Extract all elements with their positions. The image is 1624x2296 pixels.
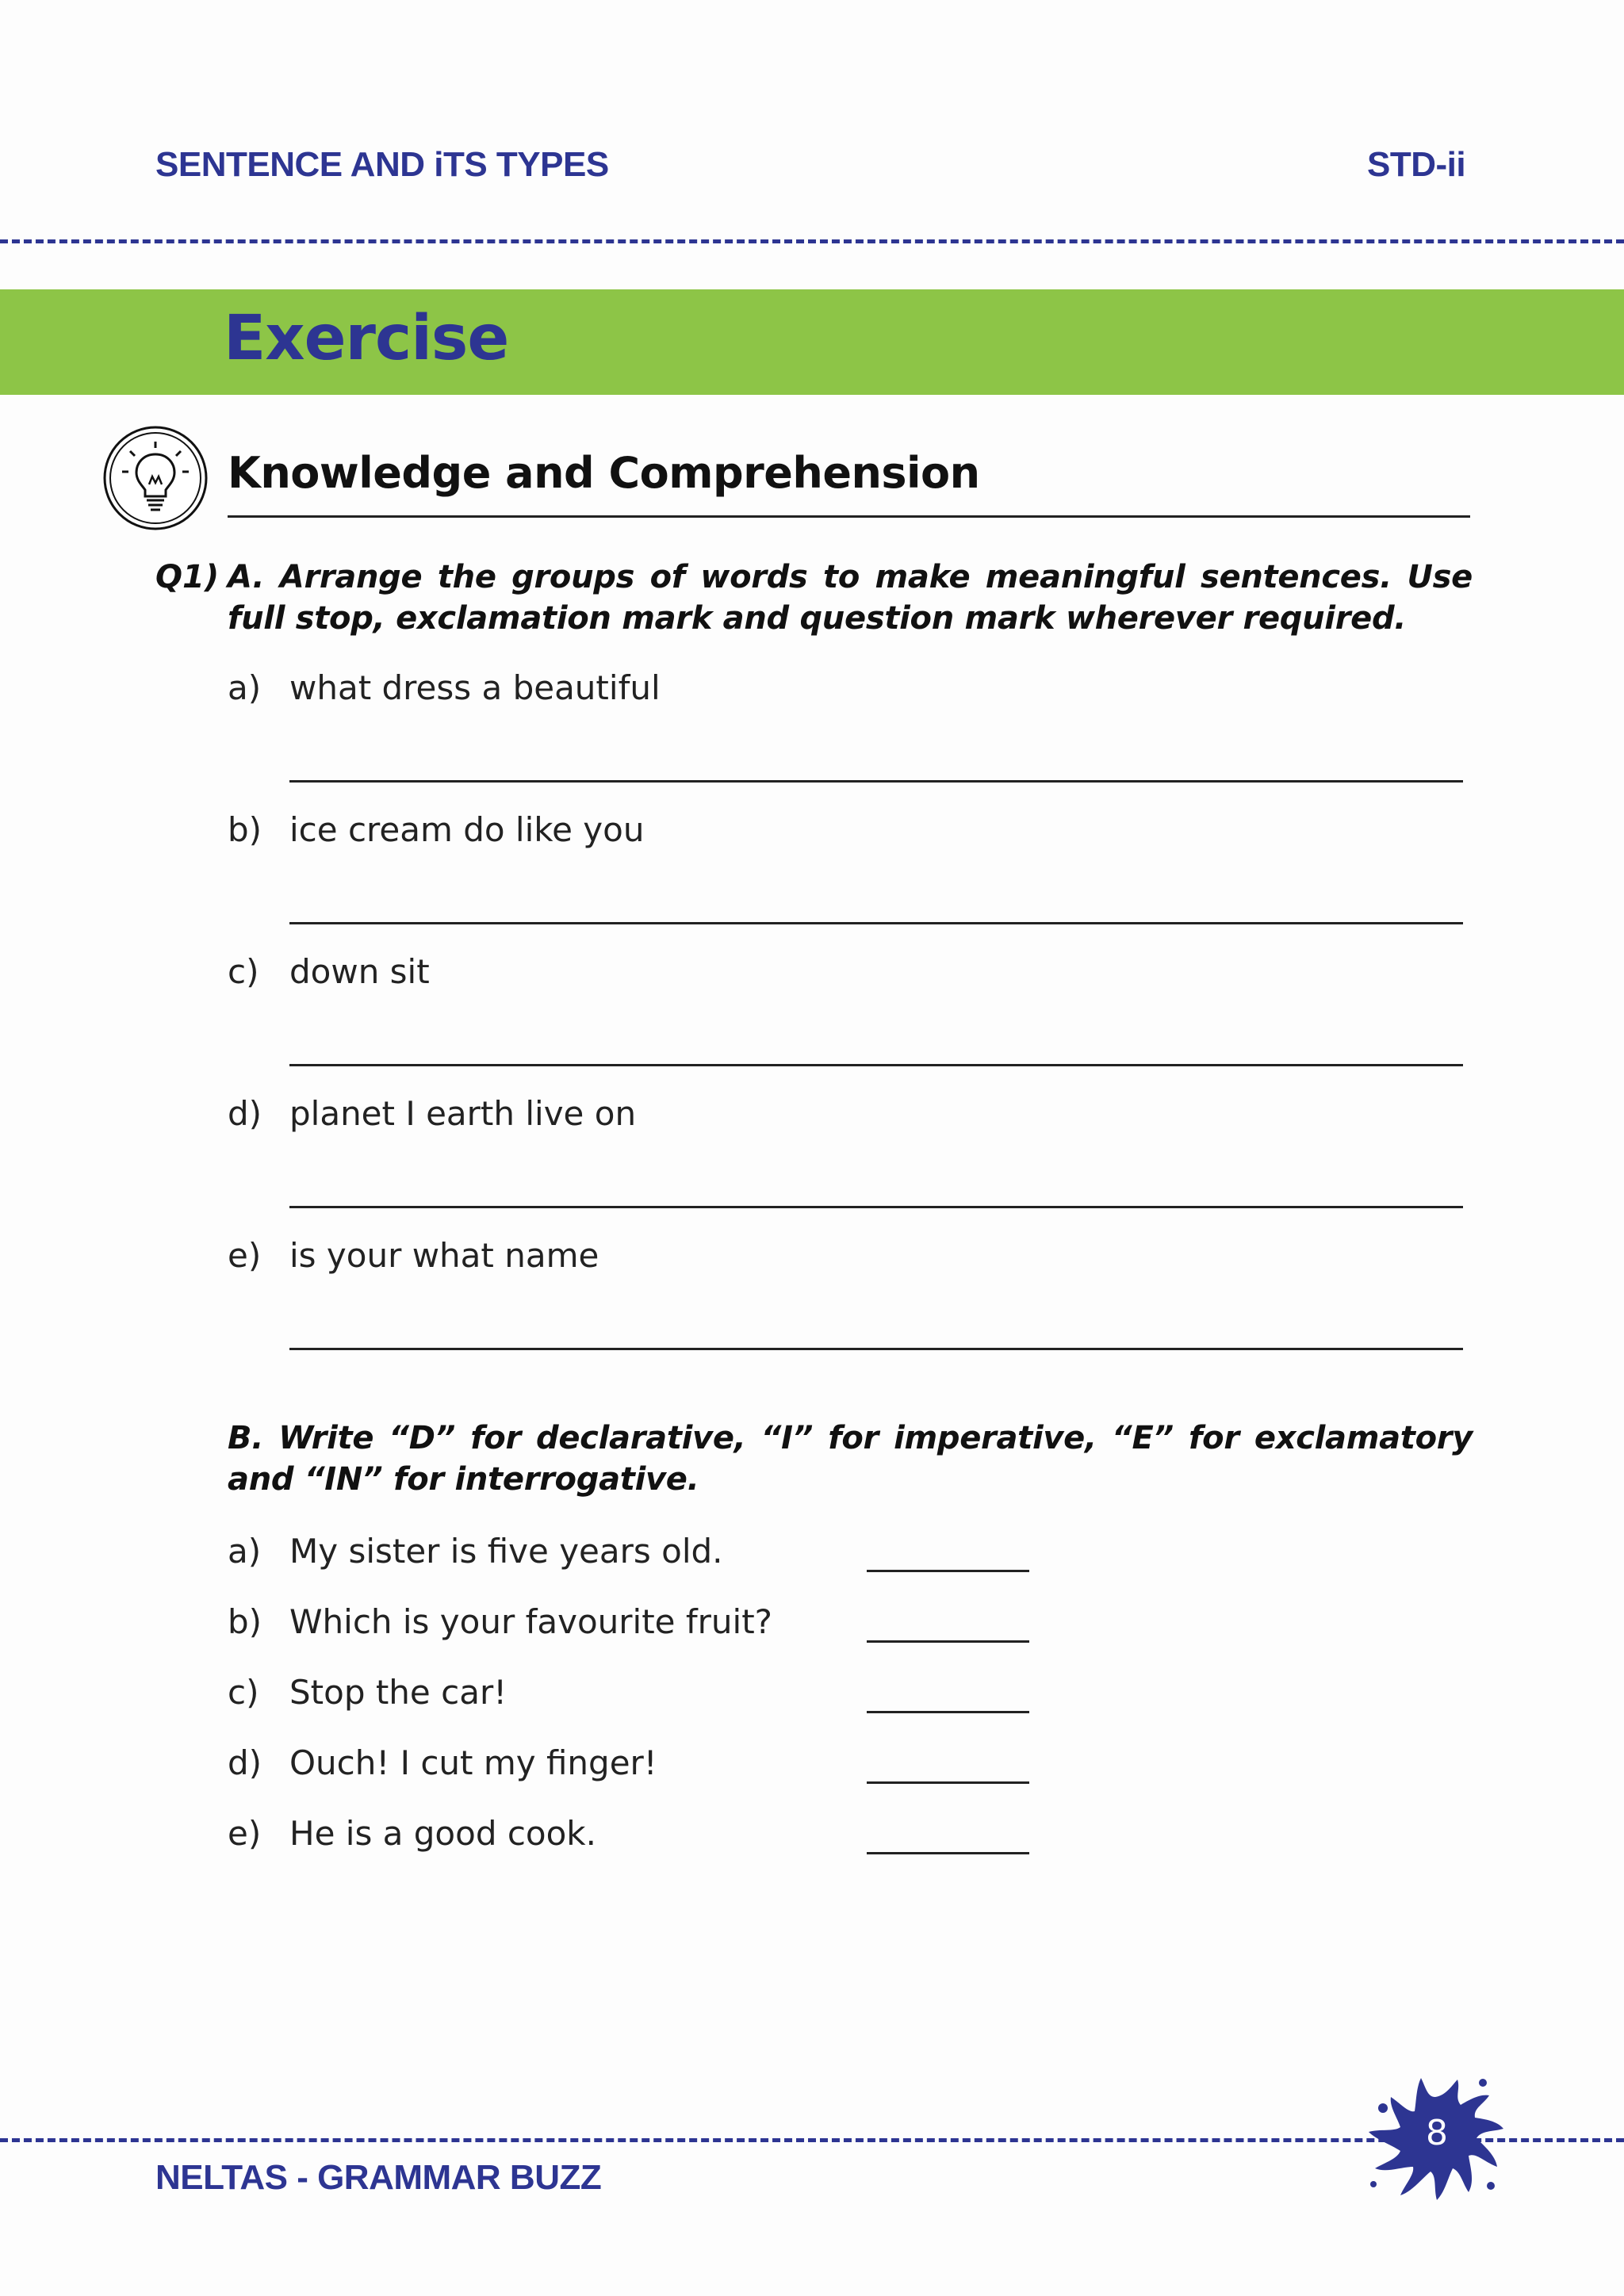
item-text: My sister is five years old. [289, 1532, 723, 1571]
standard-label: STD-ii [1367, 145, 1466, 184]
answer-blank-b[interactable] [867, 1640, 1029, 1643]
item-label: e) [228, 1236, 262, 1275]
question-number: Q1) [155, 559, 220, 595]
item-text: planet I earth live on [289, 1094, 637, 1133]
item-label: b) [228, 810, 262, 849]
answer-blank-e[interactable] [867, 1852, 1029, 1854]
item-text: what dress a beautiful [289, 668, 661, 707]
exercise-title: Exercise [224, 303, 509, 374]
chapter-title: SENTENCE AND iTS TYPES [155, 145, 609, 184]
section-title: Knowledge and Comprehension [228, 448, 980, 498]
item-text: Ouch! I cut my finger! [289, 1743, 657, 1782]
item-label: c) [228, 952, 259, 991]
answer-line-c[interactable] [289, 1064, 1463, 1066]
answer-blank-c[interactable] [867, 1711, 1029, 1713]
part-a-item-d [228, 1094, 636, 1133]
part-b-item-b [228, 1602, 772, 1641]
part-a-item-a [228, 668, 661, 707]
part-b-item-a [228, 1532, 723, 1571]
item-text: ice cream do like you [289, 810, 645, 849]
answer-blank-d[interactable] [867, 1781, 1029, 1784]
part-a-item-c [228, 952, 430, 991]
part-a-item-e [228, 1236, 599, 1275]
item-label: b) [228, 1602, 262, 1641]
answer-line-b[interactable] [289, 922, 1463, 924]
item-text: is your what name [289, 1236, 599, 1275]
item-label: d) [228, 1743, 262, 1782]
lightbulb-icon [102, 424, 209, 532]
item-label: a) [228, 668, 262, 707]
part-b-item-c [228, 1673, 507, 1712]
item-label: d) [228, 1094, 262, 1133]
item-label: a) [228, 1532, 262, 1571]
answer-line-e[interactable] [289, 1348, 1463, 1350]
part-a-instruction: A. Arrange the groups of words to make meaningful sentences. Use full stop, exclamation mark and question mark wherever required. [228, 559, 1473, 637]
section-rule [228, 515, 1470, 518]
answer-line-d[interactable] [289, 1206, 1463, 1208]
item-text: down sit [289, 952, 430, 991]
answer-blank-a[interactable] [867, 1570, 1029, 1572]
part-b-item-d [228, 1743, 657, 1782]
page-number: 8 [1426, 2113, 1448, 2153]
book-title: NELTAS - GRAMMAR BUZZ [155, 2158, 602, 2197]
part-b-item-e [228, 1814, 596, 1853]
item-text: Which is your favourite fruit? [289, 1602, 772, 1641]
item-text: Stop the car! [289, 1673, 508, 1712]
answer-line-a[interactable] [289, 780, 1463, 783]
part-b-instruction: B. Write “D” for declarative, “I” for imperative, “E” for exclamatory and “IN” for interrogative. [228, 1420, 1473, 1498]
item-label: c) [228, 1673, 259, 1712]
item-label: e) [228, 1814, 262, 1853]
header-divider [0, 239, 1624, 243]
item-text: He is a good cook. [289, 1814, 596, 1853]
part-a-item-b [228, 810, 644, 849]
